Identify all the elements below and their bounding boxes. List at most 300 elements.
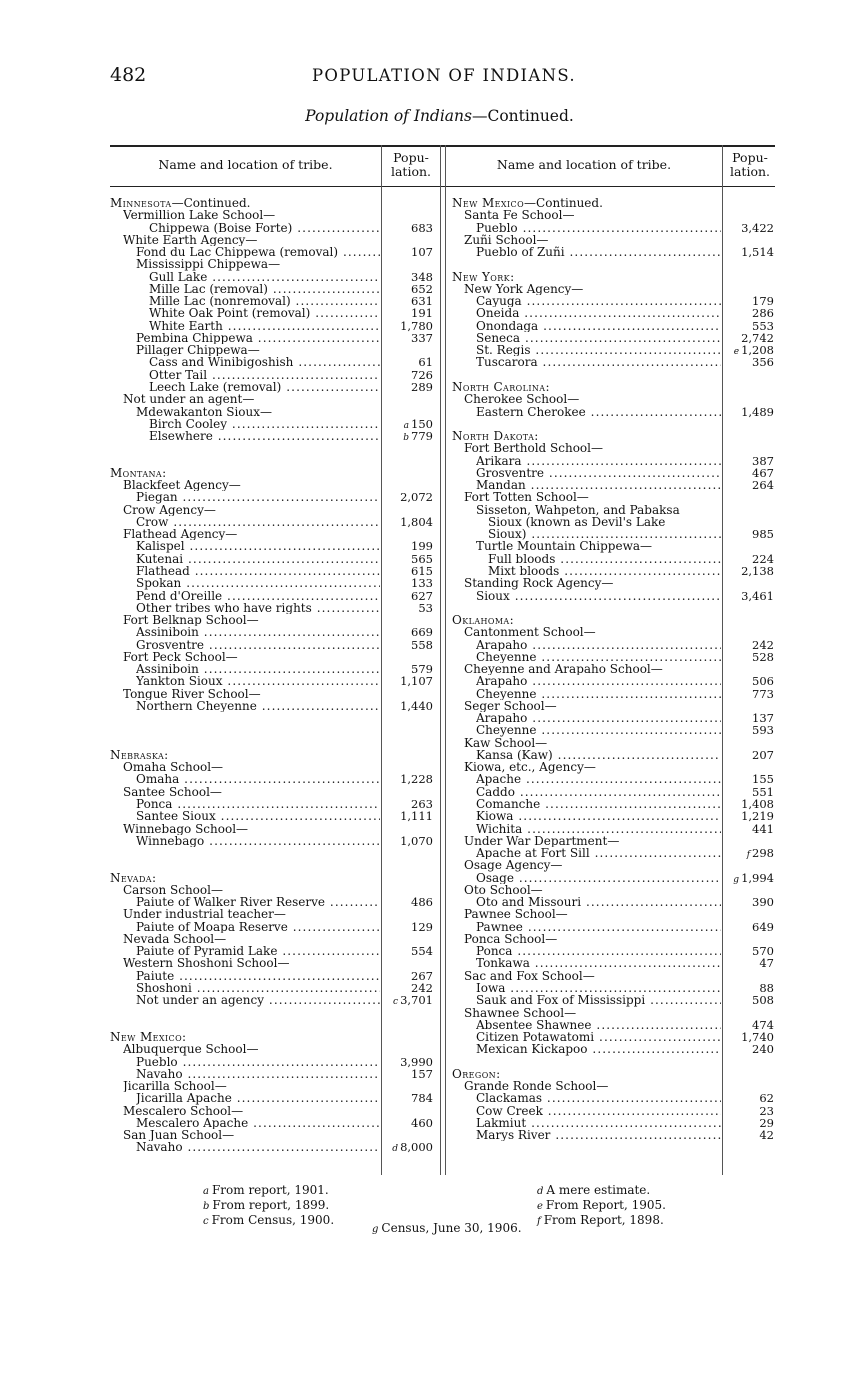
group-heading <box>452 491 776 503</box>
value-text: 1,228 <box>400 772 433 787</box>
population-value <box>382 810 433 822</box>
name-text: Pawnee School— <box>464 908 568 921</box>
name-text: Fort Totten School— <box>464 491 589 504</box>
name-text: Clackamas <box>476 1092 543 1105</box>
group-heading <box>110 614 440 626</box>
value-text: 263 <box>411 797 433 812</box>
name-text: Cheyenne <box>476 724 537 737</box>
header-pop-left <box>382 151 440 179</box>
name-text: Otter Tail <box>149 368 208 381</box>
state-heading <box>110 1031 440 1043</box>
name-text: Under War Department— <box>464 834 620 848</box>
state-name: Nevada <box>110 871 152 884</box>
header-name-right: Name and location of tribe. <box>496 157 672 172</box>
tribe-name <box>476 688 721 700</box>
table-row <box>110 565 440 577</box>
name-text: Sisseton, Wahpeton, and Pabaksa <box>476 503 680 516</box>
name-text: Other tribes who have rights <box>136 601 312 615</box>
name-text: Lakmiut <box>476 1116 527 1130</box>
tribe-name <box>149 320 380 332</box>
value-text: 441 <box>752 821 774 836</box>
table-row <box>110 307 440 319</box>
population-value <box>382 921 433 933</box>
value-text: 631 <box>411 294 433 309</box>
group-heading <box>110 258 440 270</box>
population-value <box>723 651 774 663</box>
tribe-name <box>136 344 380 356</box>
value-text: 1,208 <box>741 343 774 358</box>
table-row <box>110 320 440 332</box>
page-number: 482 <box>110 64 147 86</box>
table-row <box>452 1043 776 1055</box>
value-text: 29 <box>759 1115 774 1130</box>
value-text: 242 <box>411 981 433 995</box>
tribe-name <box>464 1080 721 1092</box>
footnote-mark: e <box>537 1200 543 1212</box>
name-text: Sac and Fox School— <box>464 969 595 983</box>
group-heading <box>110 234 440 246</box>
name-text: Full bloods <box>488 552 556 565</box>
name-text: : <box>164 748 169 762</box>
name-text: Elsewhere <box>149 430 213 443</box>
table-row <box>110 982 440 994</box>
population-value <box>382 381 433 393</box>
blank-row <box>110 724 440 736</box>
tribe-name <box>476 1043 721 1055</box>
tribe-name <box>123 651 380 663</box>
population-value <box>382 675 433 687</box>
value-text: 390 <box>752 895 774 910</box>
tribe-name <box>476 1105 721 1117</box>
state-name: New Mexico <box>110 1031 183 1044</box>
value-text: 1,440 <box>400 698 433 713</box>
group-heading <box>452 1080 776 1092</box>
tribe-name <box>136 1141 380 1153</box>
population-value <box>382 1141 433 1155</box>
tribe-name <box>149 418 380 430</box>
table-row <box>452 320 776 332</box>
name-text: : <box>182 1031 187 1044</box>
tribe-name <box>464 209 721 221</box>
name-text: Leech Lake (removal) <box>149 380 282 394</box>
table-row <box>452 957 776 969</box>
state-heading <box>452 614 776 626</box>
name-text: Paiute <box>136 969 175 983</box>
population-value <box>382 1068 433 1080</box>
name-text: White Oak Point (removal) <box>149 307 311 320</box>
footnote <box>537 1199 666 1214</box>
blank-row <box>452 258 776 270</box>
name-text: Shoshoni <box>136 982 192 995</box>
population-value <box>382 896 433 908</box>
table-row <box>452 455 776 467</box>
blank-row <box>110 1007 440 1019</box>
name-text: Absentee Shawnee <box>476 1018 592 1032</box>
tribe-name <box>123 1129 380 1141</box>
name-text: Caddo <box>476 785 515 799</box>
footnotes-right <box>537 1184 666 1228</box>
table-row <box>452 332 776 344</box>
state-heading <box>110 467 440 479</box>
tribe-name <box>110 467 380 479</box>
tribe-name <box>136 835 380 847</box>
name-text: Jicarilla School— <box>123 1080 227 1093</box>
tribe-name <box>136 773 380 785</box>
group-heading <box>452 209 776 221</box>
tribe-name <box>464 234 721 246</box>
table-row <box>110 810 440 822</box>
table-row <box>452 406 776 418</box>
tribe-name <box>476 921 721 933</box>
footnote-text: From report, 1901. <box>211 1183 329 1197</box>
population-value <box>723 1129 774 1141</box>
name-text: Kaw School— <box>464 736 548 749</box>
group-heading <box>110 761 440 773</box>
table-row <box>452 798 776 810</box>
name-text: Grosventre <box>476 466 544 480</box>
name-text: Mdewakanton Sioux— <box>136 405 273 418</box>
tribe-name <box>123 957 380 969</box>
group-heading <box>110 908 440 920</box>
population-value <box>723 1043 774 1055</box>
tribe-name <box>476 872 721 884</box>
population-value <box>723 246 774 258</box>
population-value <box>382 1117 433 1129</box>
tribe-name <box>123 933 380 945</box>
tribe-name <box>136 626 380 638</box>
tribe-name <box>476 847 721 859</box>
tribe-name <box>476 1092 721 1104</box>
tribe-name <box>149 271 380 283</box>
group-heading <box>452 540 776 552</box>
state-heading <box>110 197 440 209</box>
table-row <box>110 663 440 675</box>
tribe-name <box>476 994 721 1006</box>
value-text: 286 <box>752 306 774 321</box>
name-text: : <box>151 871 156 884</box>
name-text: Blackfeet Agency— <box>123 479 241 492</box>
tribe-name <box>488 528 721 540</box>
name-text: Arapaho <box>476 675 528 688</box>
group-heading <box>110 786 440 798</box>
tribe-name <box>123 761 380 773</box>
tribe-name <box>476 540 721 552</box>
name-text: : <box>510 270 515 283</box>
name-text: Arapaho <box>476 712 528 725</box>
value-text: 508 <box>752 993 774 1008</box>
name-text: Apache at Fort Sill <box>476 847 590 860</box>
name-text: Cheyenne <box>476 650 537 664</box>
table-header-rule <box>110 186 775 187</box>
group-heading <box>110 1129 440 1141</box>
tribe-name <box>149 295 380 307</box>
value-text: 42 <box>759 1128 774 1143</box>
value-text: 264 <box>752 478 774 493</box>
tribe-name <box>123 688 380 700</box>
footnote-mark: d <box>392 1144 399 1155</box>
name-text: Pueblo <box>136 1055 178 1068</box>
population-value <box>723 749 774 761</box>
tribe-name <box>110 197 380 209</box>
footnote-text: Census, June 30, 1906. <box>381 1221 522 1235</box>
name-text: : <box>162 466 167 480</box>
value-text: 199 <box>411 539 433 554</box>
table-row <box>452 590 776 602</box>
footnote-mark: b <box>403 433 410 444</box>
name-text: Cantonment School— <box>464 626 596 639</box>
footnote-mark: c <box>203 1215 209 1227</box>
tribe-name <box>476 823 721 835</box>
subtitle-italic: Population of Indians <box>305 107 472 125</box>
group-heading <box>110 884 440 896</box>
footnote-text: From Report, 1898. <box>543 1212 664 1227</box>
value-text: 467 <box>752 465 774 480</box>
tribe-name <box>136 970 380 982</box>
tribe-name <box>136 896 380 908</box>
value-text: 62 <box>759 1091 774 1106</box>
tribe-name <box>464 835 721 847</box>
tribe-name <box>136 577 380 589</box>
tribe-name <box>136 406 380 418</box>
tribe-name <box>464 283 721 295</box>
tribe-name <box>110 872 380 884</box>
group-heading <box>452 393 776 405</box>
tribe-name <box>476 246 721 258</box>
name-text: Under industrial teacher— <box>123 908 286 921</box>
tribe-name <box>464 933 721 945</box>
tribe-name <box>123 393 380 405</box>
table-row <box>110 970 440 982</box>
tribe-name <box>476 1019 721 1031</box>
table-row <box>452 651 776 663</box>
column-divider-center-right <box>445 145 446 1175</box>
footnote-text: From Census, 1900. <box>211 1212 335 1227</box>
tribe-name <box>476 724 721 736</box>
blank-row <box>452 602 776 614</box>
name-text: Pembina Chippewa <box>136 331 253 345</box>
name-text: Ponca <box>136 798 173 811</box>
table-row <box>452 246 776 258</box>
tribe-name <box>136 258 380 270</box>
value-text: 107 <box>411 245 433 260</box>
tribe-name <box>123 884 380 896</box>
value-text: 8,000 <box>400 1140 433 1155</box>
table-row <box>110 626 440 638</box>
tribe-name <box>464 491 721 503</box>
footnote <box>203 1199 334 1214</box>
name-text: : <box>534 430 539 443</box>
name-text: Birch Cooley <box>149 417 228 431</box>
table-row <box>452 344 776 356</box>
name-text: Crow <box>136 515 169 529</box>
state-name: New Mexico <box>452 197 525 210</box>
left-column <box>110 197 440 1154</box>
name-text: Santee School— <box>123 785 222 799</box>
name-text: Gull Lake <box>149 270 208 283</box>
value-text: 356 <box>752 355 774 370</box>
tribe-name <box>136 798 380 810</box>
value-text: 779 <box>411 429 433 444</box>
subtitle-rest: —Continued. <box>471 107 574 125</box>
table-row <box>110 1141 440 1153</box>
table-row <box>110 430 440 442</box>
value-text: 726 <box>411 367 433 382</box>
value-text: 207 <box>752 747 774 762</box>
name-text: Grosventre <box>136 638 204 651</box>
name-text: Cherokee School— <box>464 393 580 406</box>
table-row <box>110 283 440 295</box>
value-text: 3,701 <box>400 993 433 1008</box>
tribe-name <box>149 307 380 319</box>
tribe-name <box>123 479 380 491</box>
table-row <box>110 540 440 552</box>
name-text: Tongue River School— <box>123 687 261 700</box>
name-text: —Continued. <box>524 197 603 210</box>
state-heading <box>452 271 776 283</box>
name-text: Fond du Lac Chippewa (removal) <box>136 246 339 259</box>
tribe-name <box>476 307 721 319</box>
blank-row <box>110 1019 440 1031</box>
name-text: Pawnee <box>476 920 523 933</box>
tribe-name <box>476 320 721 332</box>
name-text: Not under an agent— <box>123 393 255 406</box>
tribe-name <box>476 786 721 798</box>
table-row <box>452 565 776 577</box>
table-row <box>110 835 440 847</box>
pop-line2: lation. <box>729 164 771 179</box>
name-text: : <box>496 1067 501 1081</box>
group-heading <box>110 823 440 835</box>
footnotes-left <box>203 1184 334 1228</box>
tribe-name <box>476 957 721 969</box>
table-row <box>452 847 776 859</box>
group-heading <box>110 393 440 405</box>
table-row <box>110 491 440 503</box>
state-heading <box>452 197 776 209</box>
tribe-name <box>136 602 380 614</box>
value-text: 460 <box>411 1115 433 1130</box>
value-text: 2,072 <box>400 490 433 505</box>
name-text: Grande Ronde School— <box>464 1080 609 1093</box>
tribe-name <box>476 467 721 479</box>
name-text: Citizen Potawatomi <box>476 1031 595 1044</box>
value-text: 486 <box>411 895 433 910</box>
table-row <box>110 675 440 687</box>
state-name: Minnesota <box>110 197 172 210</box>
name-text: Piegan <box>136 491 178 504</box>
tribe-name <box>476 332 721 344</box>
table-row <box>452 467 776 479</box>
footnote-text: From Report, 1905. <box>545 1197 666 1212</box>
name-text: Assiniboin <box>136 663 199 676</box>
value-text: 1,780 <box>400 318 433 333</box>
tribe-name <box>123 1105 380 1117</box>
name-text: Standing Rock Agency— <box>464 577 614 590</box>
population-value <box>382 332 433 344</box>
group-heading <box>452 700 776 712</box>
name-text: Oto School— <box>464 883 543 897</box>
tribe-name <box>452 381 721 393</box>
group-heading <box>452 761 776 773</box>
name-text: Nevada School— <box>123 932 227 946</box>
value-text: 157 <box>411 1066 433 1081</box>
population-value <box>723 921 774 933</box>
table-row <box>110 553 440 565</box>
value-text: 627 <box>411 588 433 603</box>
state-heading <box>110 872 440 884</box>
name-text: Kalispel <box>136 540 185 553</box>
name-text: Flathead <box>136 564 190 578</box>
tribe-name <box>464 737 721 749</box>
name-text: Tuscarora <box>476 356 538 369</box>
tribe-name <box>452 197 721 209</box>
name-text: San Juan School— <box>123 1129 235 1142</box>
tribe-name <box>476 982 721 994</box>
tribe-name <box>476 810 721 822</box>
state-name: North Carolina <box>452 380 546 394</box>
tribe-name <box>136 590 380 602</box>
group-heading <box>110 933 440 945</box>
value-text: 61 <box>418 355 433 370</box>
tribe-name <box>476 222 721 234</box>
tribe-name <box>476 344 721 356</box>
value-text: 474 <box>752 1017 774 1032</box>
value-text: 240 <box>752 1042 774 1057</box>
footnote <box>203 1184 334 1199</box>
name-text: Kiowa <box>476 810 514 823</box>
population-value <box>723 590 774 602</box>
state-name: Oregon <box>452 1067 497 1081</box>
state-name: New York <box>452 270 511 283</box>
value-text: 224 <box>752 551 774 566</box>
group-heading <box>452 442 776 454</box>
name-text: Pueblo of Zuñi <box>476 246 565 259</box>
tribe-name <box>464 663 721 675</box>
table-row <box>452 712 776 724</box>
group-heading <box>110 688 440 700</box>
name-text: Marys River <box>476 1129 551 1142</box>
table-row <box>110 896 440 908</box>
population-value <box>382 700 433 712</box>
table-row <box>110 1117 440 1129</box>
population-value <box>382 222 433 234</box>
tribe-name <box>123 1080 380 1092</box>
footnote-mark: f <box>746 850 751 861</box>
name-text: : <box>509 614 514 627</box>
name-text: —Continued. <box>171 197 251 210</box>
group-heading <box>452 577 776 589</box>
state-name: Oklahoma <box>452 614 510 627</box>
name-text: Sioux (known as Devil's Lake <box>488 515 666 529</box>
value-text: 1,994 <box>741 870 774 885</box>
value-text: 3,990 <box>400 1054 433 1069</box>
name-text: Comanche <box>476 798 541 811</box>
blank-row <box>452 418 776 430</box>
name-text: Mille Lac (removal) <box>149 282 268 296</box>
population-value <box>723 823 774 835</box>
name-text: Ponca <box>476 945 513 958</box>
population-value <box>723 994 774 1006</box>
tribe-name <box>452 271 721 283</box>
footnote-mark: g <box>733 874 740 885</box>
value-text: 150 <box>411 416 433 431</box>
footnote <box>537 1184 666 1199</box>
table-row <box>452 528 776 540</box>
tribe-name <box>136 810 380 822</box>
group-heading <box>452 835 776 847</box>
name-text: Turtle Mountain Chippewa— <box>476 540 653 553</box>
name-text: Northern Cheyenne <box>136 699 257 713</box>
